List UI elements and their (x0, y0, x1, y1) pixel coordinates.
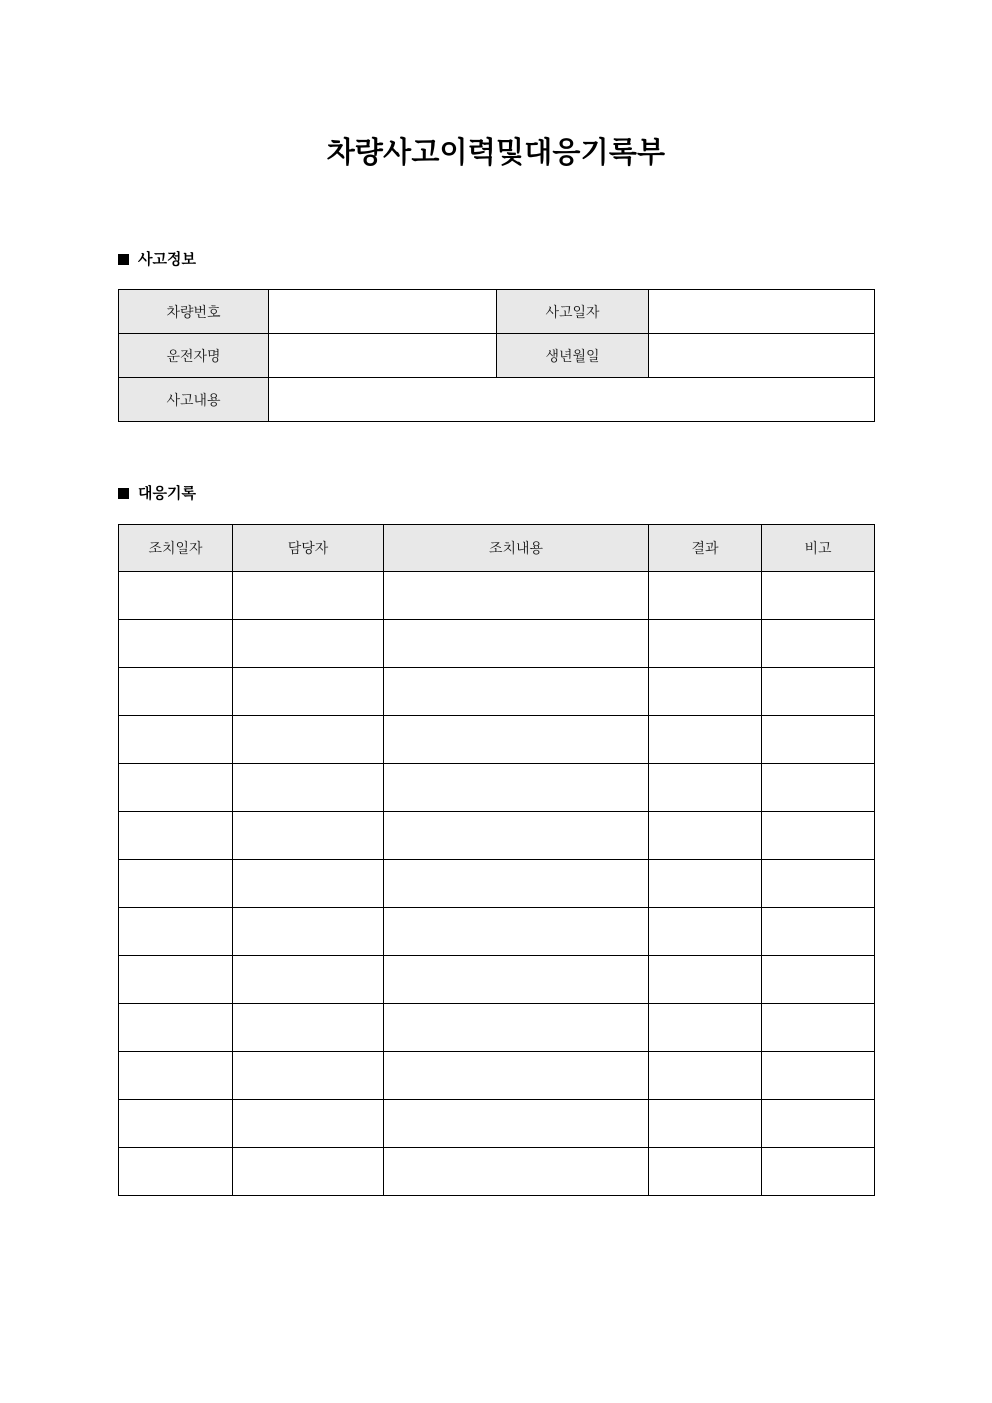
table-cell[interactable] (119, 908, 233, 956)
table-cell[interactable] (384, 620, 649, 668)
label-driver-name: 운전자명 (119, 334, 269, 378)
table-cell[interactable] (119, 1148, 233, 1196)
table-cell[interactable] (233, 668, 384, 716)
table-cell[interactable] (762, 716, 875, 764)
table-cell[interactable] (649, 956, 762, 1004)
table-cell[interactable] (119, 716, 233, 764)
table-cell[interactable] (762, 1148, 875, 1196)
label-accident-details: 사고내용 (119, 378, 269, 422)
table-cell[interactable] (233, 1148, 384, 1196)
table-cell[interactable] (649, 620, 762, 668)
table-cell[interactable] (233, 1004, 384, 1052)
table-row (119, 1052, 875, 1100)
table-cell[interactable] (384, 1100, 649, 1148)
table-cell[interactable] (384, 860, 649, 908)
table-cell[interactable] (119, 860, 233, 908)
label-vehicle-number: 차량번호 (119, 290, 269, 334)
table-cell[interactable] (762, 572, 875, 620)
table-row (119, 716, 875, 764)
table-row (119, 1004, 875, 1052)
square-bullet-icon (118, 488, 129, 499)
column-header-result: 결과 (649, 525, 762, 572)
table-cell[interactable] (233, 716, 384, 764)
value-birth-date[interactable] (649, 334, 875, 378)
table-cell[interactable] (233, 572, 384, 620)
table-cell[interactable] (649, 764, 762, 812)
value-driver-name[interactable] (269, 334, 497, 378)
section-heading-response-label: 대응기록 (138, 484, 196, 502)
table-row (119, 956, 875, 1004)
column-header-person-in-charge: 담당자 (233, 525, 384, 572)
table-row (119, 1148, 875, 1196)
table-row (119, 812, 875, 860)
table-row (119, 290, 875, 334)
table-cell[interactable] (119, 812, 233, 860)
table-cell[interactable] (649, 668, 762, 716)
table-cell[interactable] (233, 1100, 384, 1148)
table-cell[interactable] (119, 572, 233, 620)
table-cell[interactable] (384, 716, 649, 764)
table-cell[interactable] (649, 1052, 762, 1100)
section-heading-response-log (118, 486, 196, 501)
table-cell[interactable] (762, 668, 875, 716)
table-cell[interactable] (762, 1052, 875, 1100)
square-bullet-icon (118, 254, 129, 265)
table-cell[interactable] (384, 812, 649, 860)
table-cell[interactable] (384, 908, 649, 956)
table-cell[interactable] (649, 908, 762, 956)
table-header-row (119, 525, 875, 572)
table-cell[interactable] (762, 956, 875, 1004)
value-accident-date[interactable] (649, 290, 875, 334)
column-header-action-date: 조치일자 (119, 525, 233, 572)
incident-info-table (118, 289, 875, 422)
table-row (119, 1100, 875, 1148)
column-header-remarks: 비고 (762, 525, 875, 572)
table-cell[interactable] (119, 956, 233, 1004)
table-cell[interactable] (384, 764, 649, 812)
table-cell[interactable] (649, 572, 762, 620)
table-cell[interactable] (119, 620, 233, 668)
table-cell[interactable] (119, 1100, 233, 1148)
table-cell[interactable] (233, 860, 384, 908)
value-accident-details[interactable] (269, 378, 875, 422)
table-row (119, 378, 875, 422)
table-cell[interactable] (649, 1100, 762, 1148)
table-cell[interactable] (762, 908, 875, 956)
response-log-table (118, 524, 875, 1196)
table-row (119, 908, 875, 956)
table-cell[interactable] (762, 620, 875, 668)
table-row (119, 620, 875, 668)
table-cell[interactable] (233, 908, 384, 956)
response-log-body (119, 572, 875, 1196)
table-row (119, 572, 875, 620)
table-cell[interactable] (384, 668, 649, 716)
table-cell[interactable] (384, 956, 649, 1004)
table-cell[interactable] (233, 1052, 384, 1100)
table-cell[interactable] (233, 956, 384, 1004)
label-accident-date: 사고일자 (497, 290, 649, 334)
table-row (119, 334, 875, 378)
table-cell[interactable] (384, 572, 649, 620)
table-cell[interactable] (119, 764, 233, 812)
table-cell[interactable] (762, 1100, 875, 1148)
table-cell[interactable] (762, 860, 875, 908)
page-title: 차량사고이력및대응기록부 (326, 135, 666, 169)
table-cell[interactable] (119, 668, 233, 716)
table-cell[interactable] (762, 812, 875, 860)
table-cell[interactable] (649, 812, 762, 860)
table-row (119, 860, 875, 908)
table-cell[interactable] (649, 1004, 762, 1052)
table-cell[interactable] (233, 812, 384, 860)
table-cell[interactable] (384, 1052, 649, 1100)
table-cell[interactable] (384, 1148, 649, 1196)
table-cell[interactable] (119, 1004, 233, 1052)
table-cell[interactable] (119, 1052, 233, 1100)
table-row (119, 668, 875, 716)
table-cell[interactable] (649, 860, 762, 908)
section-heading-incident-label: 사고정보 (138, 250, 196, 268)
value-vehicle-number[interactable] (269, 290, 497, 334)
table-row (119, 764, 875, 812)
table-cell[interactable] (233, 620, 384, 668)
table-cell[interactable] (233, 764, 384, 812)
table-cell[interactable] (762, 1004, 875, 1052)
table-cell[interactable] (649, 716, 762, 764)
table-cell[interactable] (649, 1148, 762, 1196)
column-header-action-details: 조치내용 (384, 525, 649, 572)
table-cell[interactable] (384, 1004, 649, 1052)
table-cell[interactable] (762, 764, 875, 812)
section-heading-incident-info (118, 252, 196, 267)
label-birth-date: 생년월일 (497, 334, 649, 378)
